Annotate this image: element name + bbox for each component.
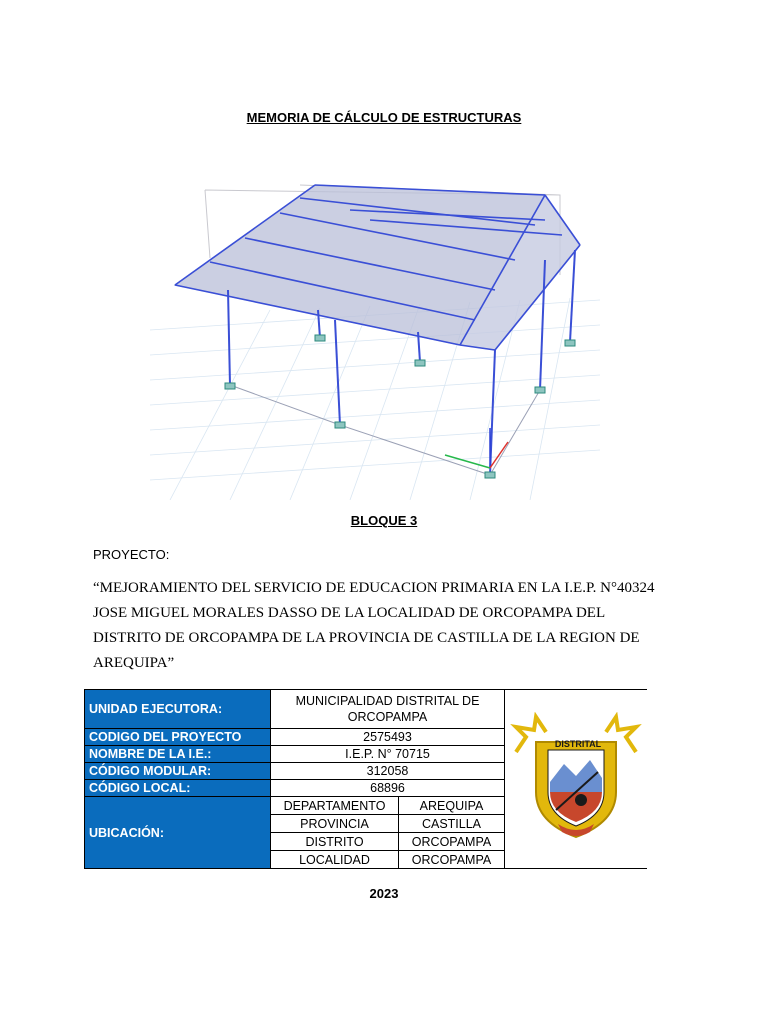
unidad-label: UNIDAD EJECUTORA: [85, 690, 271, 729]
codigo-modular-label: CÓDIGO MODULAR: [85, 763, 271, 780]
document-year: 2023 [369, 886, 399, 901]
document-title: MEMORIA DE CÁLCULO DE ESTRUCTURAS [246, 110, 522, 125]
nombre-ie-label: NOMBRE DE LA I.E.: [85, 746, 271, 763]
ubicacion-label: UBICACIÓN: [85, 797, 271, 869]
codigo-local-value: 68896 [271, 780, 505, 797]
codigo-modular-value: 312058 [271, 763, 505, 780]
ubicacion-key: DISTRITO [271, 833, 399, 851]
crest-text-top: DISTRITAL [554, 739, 601, 749]
block-label: BLOQUE 3 [350, 513, 418, 528]
codigo-proyecto-value: 2575493 [271, 729, 505, 746]
structural-3d-model [150, 180, 600, 500]
ubicacion-key: PROVINCIA [271, 815, 399, 833]
unidad-value: MUNICIPALIDAD DISTRITAL DE ORCOPAMPA [271, 690, 505, 729]
codigo-proyecto-label: CODIGO DEL PROYECTO [85, 729, 271, 746]
project-name: “MEJORAMIENTO DEL SERVICIO DE EDUCACION PRIMARIA EN LA I.E.P. N°40324 JOSE MIGUEL MORALES DASSO DE LA LOCALIDAD DE ORCOPAMPA DEL DISTRITO DE ORCOPAMPA DE LA PROVINCIA DE CASTILLA DE LA REGION DE AREQUIPA” [93, 580, 655, 671]
logo-cell [505, 690, 647, 869]
ubicacion-value: CASTILLA [399, 815, 505, 833]
ubicacion-value: AREQUIPA [399, 797, 505, 815]
ubicacion-key: LOCALIDAD [271, 851, 399, 869]
project-label: PROYECTO: [93, 547, 170, 562]
project-info-table [84, 689, 647, 869]
ubicacion-value: ORCOPAMPA [399, 833, 505, 851]
ubicacion-key: DEPARTAMENTO [271, 797, 399, 815]
ubicacion-value: ORCOPAMPA [399, 851, 505, 869]
codigo-local-label: CÓDIGO LOCAL: [85, 780, 271, 797]
municipality-crest-icon [506, 712, 646, 842]
nombre-ie-value: I.E.P. N° 70715 [271, 746, 505, 763]
